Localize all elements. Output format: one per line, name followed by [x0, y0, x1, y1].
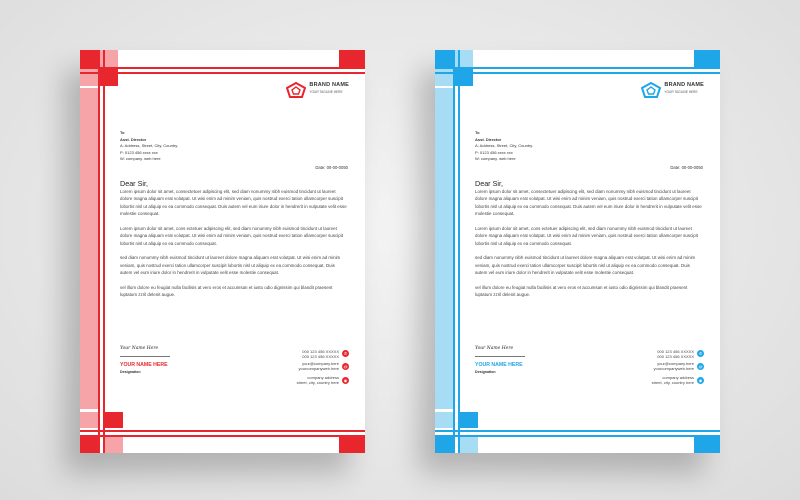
- phone-icon: ✆: [343, 351, 348, 356]
- signature: Your Name Here: [120, 346, 159, 351]
- body-paragraph: sed diam nonummy nibh euismod tincidunt ut laoreet dolore magna aliquam erat volutpat. Ut wisi enim ad minim veniam, quis nostrud exerci tation ullamcorper suscipit lobortis nisl ut aliquip ex ea commodo consequat. Duis autem vel eum iriure dolor in hendrerit in vulputate velit esse molestie consequat.: [120, 255, 341, 276]
- contact-phone: 000 123 456 XXXXX 000 123 456 XXXXX ✆: [302, 349, 348, 360]
- letterhead-page-red: [80, 50, 365, 453]
- frame-line: [80, 67, 365, 69]
- frame-line: [435, 430, 720, 432]
- signer-name: YOUR NAME HERE: [120, 362, 168, 368]
- location-pin-icon: ◉: [698, 378, 703, 383]
- brand-block: [664, 82, 704, 94]
- corner-square-light: [105, 437, 123, 453]
- recipient-phone: P: 0123 456 xxxx xxx: [120, 149, 158, 155]
- recipient-to: To: [475, 130, 480, 135]
- frame-line: [80, 72, 365, 74]
- brand-tagline: YOUR TAGLINE HERE: [309, 90, 343, 94]
- body-paragraph: vel illum dolore eu feugiat nulla facilisis at vero eros et accumsan et iusto odio dignissim qui blandit praesent luptatum zzril delenit augue.: [475, 284, 688, 298]
- frame-line: [435, 72, 720, 74]
- letter-date: Date: 00-00-0050: [670, 165, 703, 170]
- recipient-title: Asst. Director: [475, 136, 502, 142]
- letter-body: [475, 188, 703, 306]
- pentagon-logo-icon: [286, 82, 306, 98]
- brand-tagline: YOUR TAGLINE HERE: [664, 90, 698, 94]
- corner-square-top-left: [80, 50, 98, 67]
- contact-phone: 000 123 456 XXXXX 000 123 456 XXXXX ✆: [657, 349, 703, 360]
- corner-square-light: [435, 412, 453, 428]
- corner-square-top-right: [339, 50, 365, 67]
- body-paragraph: Lorem ipsum dolor sit amet, cons ectetuer adipiscing elit, sed diam nonummy nibh euismod tincidunt ut laoreet dolore magna aliquam erat volutpat. Ut wisi enim ad minim veniam, quis nostrud exerci tation ullamcorper suscipit lobortis nisl ut aliquip ex ea commodo consequat.: [475, 225, 698, 246]
- body-paragraph: vel illum dolore eu feugiat nulla facilisis at vero eros et accumsan et iusto odio dignissim qui blandit praesent luptatum zzril delenit augue.: [120, 284, 333, 298]
- signature: Your Name Here: [475, 346, 514, 351]
- frame-line: [98, 50, 100, 453]
- recipient-web: W: company. web here: [475, 156, 516, 162]
- frame-line: [80, 430, 365, 432]
- contact-address: company address street, city, country here ◉: [651, 375, 703, 386]
- signature-line: [120, 356, 170, 357]
- frame-line: [458, 50, 460, 453]
- body-paragraph: Lorem ipsum dolor sit amet, cons ectetuer adipiscing elit, sed diam nonummy nibh euismod tincidunt ut laoreet dolore magna aliquam erat volutpat. Ut wisi enim ad minim veniam, quis nostrud exerci tation ullamcorper suscipit lobortis nisl ut aliquip ex ea commodo consequat.: [120, 225, 343, 246]
- recipient-address: [120, 130, 178, 163]
- recipient-address: [475, 130, 533, 163]
- pentagon-logo-icon: [641, 82, 661, 98]
- recipient-street: A: Address, Street, City, Country.: [475, 143, 534, 149]
- recipient-phone: P: 0123 456 xxxx xxx: [475, 149, 513, 155]
- frame-line: [103, 50, 105, 453]
- letter-body: [120, 188, 348, 306]
- location-pin-icon: ◉: [343, 378, 348, 383]
- brand-name: BRAND NAME: [664, 82, 704, 88]
- letter-date: Date: 00-00-0050: [315, 165, 348, 170]
- recipient-to: To: [120, 130, 125, 135]
- signer-designation: Designation: [120, 370, 141, 374]
- corner-square-bottom-right: [694, 437, 720, 453]
- letterhead-page-blue: [435, 50, 720, 453]
- brand-block: [309, 82, 349, 94]
- contact-address: company address street, city, country here ◉: [296, 375, 348, 386]
- side-band: [80, 88, 98, 409]
- corner-square-top-left: [435, 50, 453, 67]
- corner-square-accent: [105, 412, 123, 428]
- greeting: Dear Sir,: [120, 179, 148, 188]
- brand-name: BRAND NAME: [309, 82, 349, 88]
- corner-square-bottom-right: [339, 437, 365, 453]
- signer-designation: Designation: [475, 370, 496, 374]
- corner-square-bottom-left: [435, 437, 453, 453]
- recipient-title: Asst. Director: [120, 136, 147, 142]
- greeting: Dear Sir,: [475, 179, 503, 188]
- signer-name: YOUR NAME HERE: [475, 362, 523, 368]
- corner-square-bottom-left: [80, 437, 98, 453]
- corner-square-light: [80, 412, 98, 428]
- phone-icon: ✆: [698, 351, 703, 356]
- frame-line: [435, 67, 720, 69]
- body-paragraph: Lorem ipsum dolor sit amet, consectetuer adipiscing elit, sed diam nonummy nibh euismod tincidunt ut laoreet dolore magna aliquam erat volutpat. Ut wisi enim ad minim veniam, quis nostrud exerci tation ullamcorper suscipit lobortis nisl ut aliquip ex ea commodo consequat. Duis autem vel eum iriure dolor in hendrerit in vulputate velit esse molestie consequat.: [120, 189, 347, 217]
- email-icon: @: [698, 364, 703, 369]
- contact-email: your@company.here yourcompanyweb.here @: [653, 361, 703, 372]
- corner-square-top-right: [694, 50, 720, 67]
- signature-line: [475, 356, 525, 357]
- body-paragraph: sed diam nonummy nibh euismod tincidunt ut laoreet dolore magna aliquam erat volutpat. Ut wisi enim ad minim veniam, quis nostrud exerci tation ullamcorper suscipit lobortis nisl ut aliquip ex ea commodo consequat. Duis autem vel eum iriure dolor in hendrerit in vulputate velit esse molestie consequat.: [475, 255, 696, 276]
- corner-square-accent: [460, 412, 478, 428]
- contact-email: your@company.here yourcompanyweb.here @: [298, 361, 348, 372]
- frame-line: [453, 50, 455, 453]
- recipient-street: A: Address, Street, City, Country.: [120, 143, 179, 149]
- corner-square-light: [460, 437, 478, 453]
- body-paragraph: Lorem ipsum dolor sit amet, consectetuer adipiscing elit, sed diam nonummy nibh euismod tincidunt ut laoreet dolore magna aliquam erat volutpat. Ut wisi enim ad minim veniam, quis nostrud exerci tation ullamcorper suscipit lobortis nisl ut aliquip ex ea commodo consequat. Duis autem vel eum iriure dolor in hendrerit in vulputate velit esse molestie consequat.: [475, 189, 702, 217]
- recipient-web: W: company. web here: [120, 156, 161, 162]
- side-band: [435, 88, 453, 409]
- email-icon: @: [343, 364, 348, 369]
